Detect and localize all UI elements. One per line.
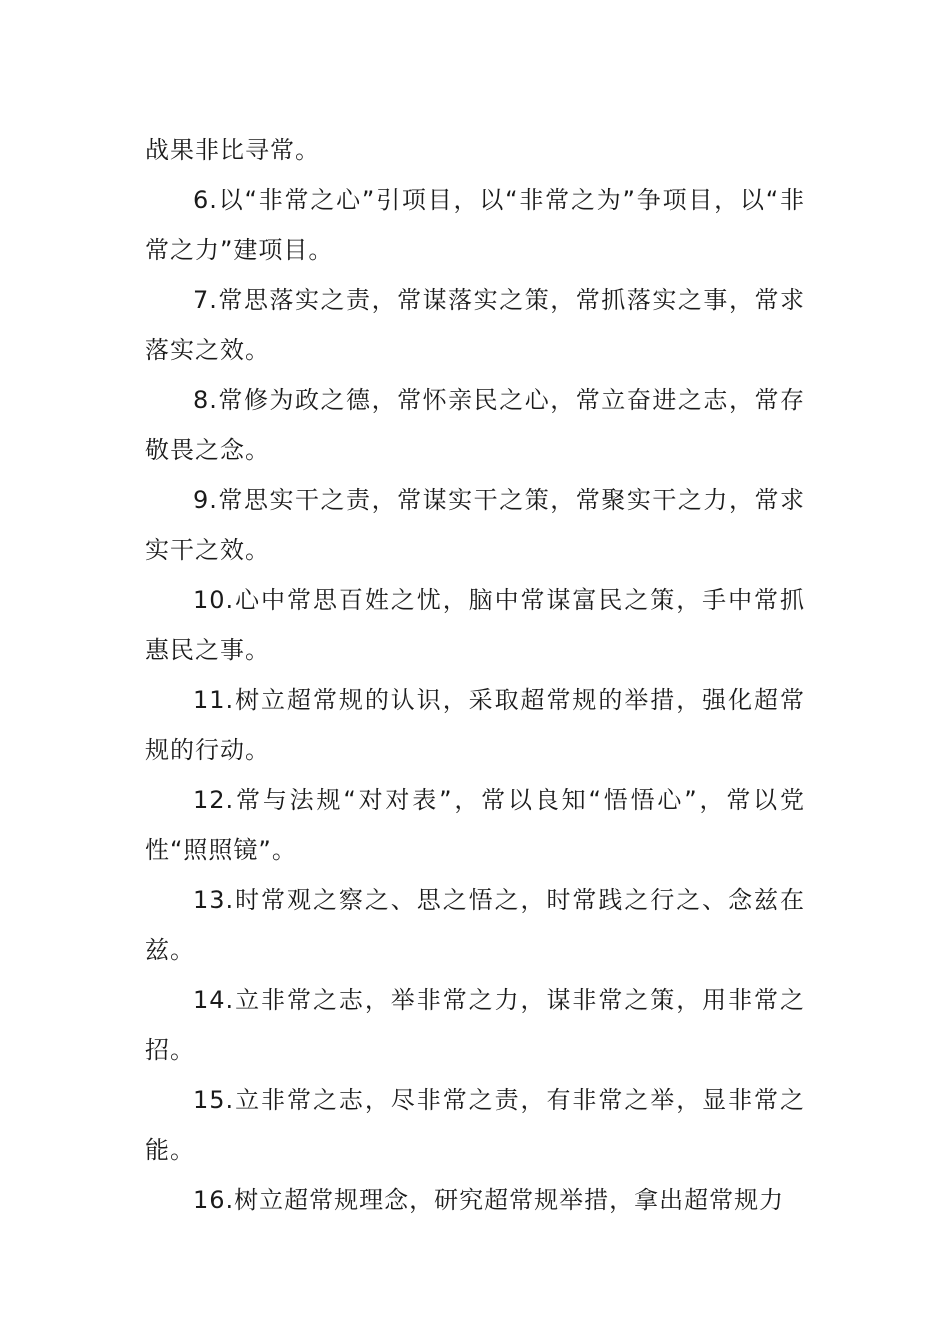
paragraph-item-7: 7.常思落实之责，常谋落实之策，常抓落实之事，常求落实之效。	[145, 286, 805, 364]
paragraph-item-6: 6.以“非常之心”引项目，以“非常之为”争项目，以“非常之力”建项目。	[145, 186, 805, 264]
paragraph-continuation: 战果非比寻常。	[145, 136, 320, 164]
paragraph-item-14: 14.立非常之志，举非常之力，谋非常之策，用非常之招。	[145, 986, 805, 1064]
paragraph-item-9: 9.常思实干之责，常谋实干之策，常聚实干之力，常求实干之效。	[145, 486, 805, 564]
paragraph-item-11: 11.树立超常规的认识，采取超常规的举措，强化超常规的行动。	[145, 686, 805, 764]
paragraph-item-12: 12.常与法规“对对表”，常以良知“悟悟心”，常以党性“照照镜”。	[145, 786, 805, 864]
paragraph-item-10: 10.心中常思百姓之忧，脑中常谋富民之策，手中常抓惠民之事。	[145, 586, 805, 664]
document-body	[145, 125, 805, 1225]
paragraph-item-16: 16.树立超常规理念，研究超常规举措，拿出超常规力	[193, 1186, 785, 1214]
paragraph-item-8: 8.常修为政之德，常怀亲民之心，常立奋进之志，常存敬畏之念。	[145, 386, 805, 464]
paragraph-item-13: 13.时常观之察之、思之悟之，时常践之行之、念兹在兹。	[145, 886, 805, 964]
paragraph-item-15: 15.立非常之志，尽非常之责，有非常之举，显非常之能。	[145, 1086, 805, 1164]
